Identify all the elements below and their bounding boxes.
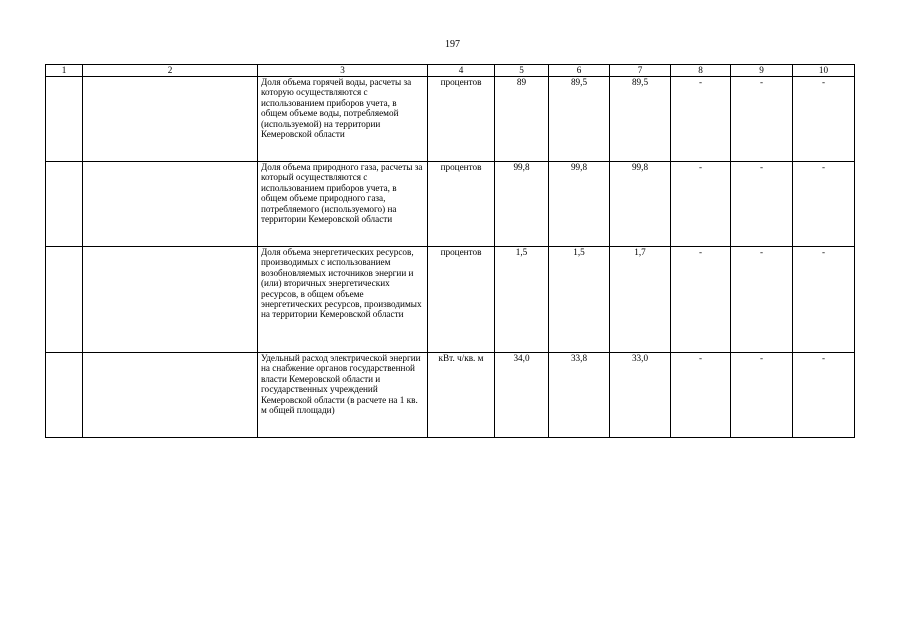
indicator-name: Доля объема энергетических ресурсов, производимых с использованием возобновляемых источников энергии и (или) вторичных энергетических ресурсов, в общем объеме энергетических ресурсов, производимых на территории Кемеровской области bbox=[258, 247, 428, 353]
column-header: 4 bbox=[428, 65, 495, 77]
value-cell: 1,5 bbox=[495, 247, 549, 353]
column-header: 7 bbox=[610, 65, 671, 77]
column-header: 6 bbox=[549, 65, 610, 77]
value-cell: - bbox=[793, 77, 855, 162]
value-cell: 99,8 bbox=[610, 162, 671, 247]
table-cell bbox=[46, 353, 83, 438]
column-header: 3 bbox=[258, 65, 428, 77]
column-header: 5 bbox=[495, 65, 549, 77]
value-cell: 1,7 bbox=[610, 247, 671, 353]
unit-cell: кВт. ч/кв. м bbox=[428, 353, 495, 438]
value-cell: 34,0 bbox=[495, 353, 549, 438]
value-cell: - bbox=[671, 247, 731, 353]
value-cell: 1,5 bbox=[549, 247, 610, 353]
value-cell: 89,5 bbox=[610, 77, 671, 162]
value-cell: - bbox=[671, 162, 731, 247]
table-header-row bbox=[46, 65, 855, 77]
page-number: 197 bbox=[445, 39, 460, 50]
value-cell: - bbox=[671, 77, 731, 162]
table-cell bbox=[46, 162, 83, 247]
unit-cell: процентов bbox=[428, 162, 495, 247]
table-cell bbox=[83, 247, 258, 353]
table-row bbox=[46, 77, 855, 162]
table-cell bbox=[46, 247, 83, 353]
indicator-name: Удельный расход электрической энергии на снабжение органов государственной власти Кемеровской области и государственных учреждений Кемеровской области (в расчете на 1 кв. м общей площади) bbox=[258, 353, 428, 438]
table-cell bbox=[83, 77, 258, 162]
table-cell bbox=[46, 77, 83, 162]
unit-cell: процентов bbox=[428, 247, 495, 353]
column-header: 8 bbox=[671, 65, 731, 77]
value-cell: 33,0 bbox=[610, 353, 671, 438]
value-cell: 89,5 bbox=[549, 77, 610, 162]
value-cell: 99,8 bbox=[495, 162, 549, 247]
table-row bbox=[46, 162, 855, 247]
value-cell: 33,8 bbox=[549, 353, 610, 438]
value-cell: - bbox=[793, 247, 855, 353]
value-cell: - bbox=[671, 353, 731, 438]
value-cell: - bbox=[731, 162, 793, 247]
value-cell: - bbox=[793, 162, 855, 247]
value-cell: 89 bbox=[495, 77, 549, 162]
column-header: 2 bbox=[83, 65, 258, 77]
table-cell bbox=[83, 353, 258, 438]
table-cell bbox=[83, 162, 258, 247]
indicator-name: Доля объема природного газа, расчеты за который осуществляются с использованием приборов учета, в общем объеме природного газа, потребляемого (используемого) на территории Кемеровской области bbox=[258, 162, 428, 247]
value-cell: 99,8 bbox=[549, 162, 610, 247]
column-header: 10 bbox=[793, 65, 855, 77]
indicator-name: Доля объема горячей воды, расчеты за которую осуществляются с использованием приборов учета, в общем объеме воды, потребляемой (используемой) на территории Кемеровской области bbox=[258, 77, 428, 162]
value-cell: - bbox=[731, 353, 793, 438]
table-row bbox=[46, 247, 855, 353]
column-header: 9 bbox=[731, 65, 793, 77]
value-cell: - bbox=[731, 77, 793, 162]
table-row bbox=[46, 353, 855, 438]
indicators-table bbox=[45, 64, 855, 438]
unit-cell: процентов bbox=[428, 77, 495, 162]
value-cell: - bbox=[793, 353, 855, 438]
value-cell: - bbox=[731, 247, 793, 353]
column-header: 1 bbox=[46, 65, 83, 77]
